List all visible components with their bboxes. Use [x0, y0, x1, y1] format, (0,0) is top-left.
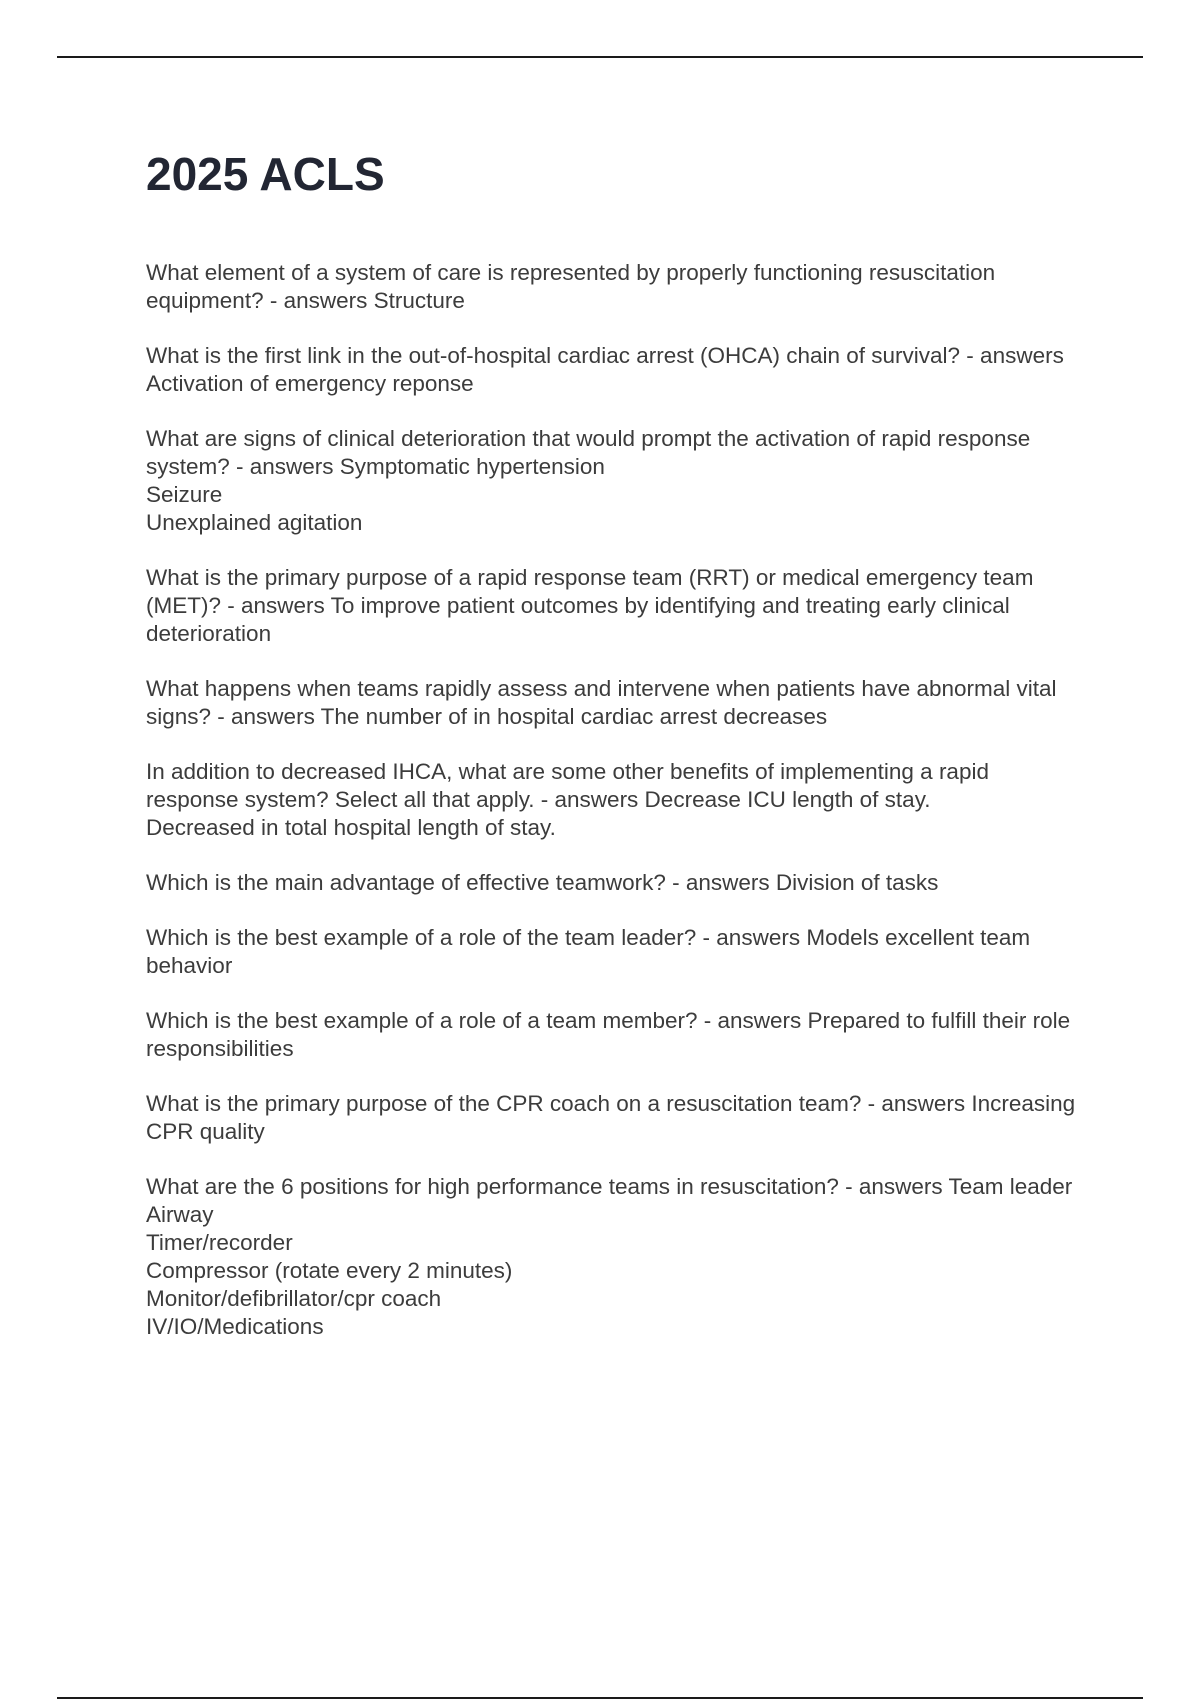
qa-question-answer: What are signs of clinical deterioration that would prompt the activation of rapid response system? - answers Symptomatic hypertension: [146, 426, 1037, 479]
qa-item: [146, 1090, 1086, 1146]
qa-item: [146, 564, 1086, 648]
qa-question-answer: What happens when teams rapidly assess and intervene when patients have abnormal vital signs? - answers The number of in hospital cardiac arrest decreases: [146, 676, 1063, 729]
footer-rule: [57, 1697, 1143, 1699]
qa-item: [146, 425, 1086, 537]
qa-question-answer: Which is the main advantage of effective teamwork? - answers Division of tasks: [146, 870, 939, 895]
page-title: 2025 ACLS: [146, 148, 385, 200]
qa-answer-line: Airway: [146, 1202, 214, 1227]
qa-list: [146, 259, 1086, 1341]
qa-item: [146, 342, 1086, 398]
qa-question-answer: What is the primary purpose of the CPR coach on a resuscitation team? - answers Increasing CPR quality: [146, 1091, 1082, 1144]
qa-question-answer: What is the first link in the out-of-hospital cardiac arrest (OHCA) chain of survival? - answers Activation of emergency reponse: [146, 343, 1069, 396]
header-rule: [57, 56, 1143, 58]
qa-question-answer: In addition to decreased IHCA, what are some other benefits of implementing a rapid response system? Select all that apply. - answers Decrease ICU length of stay.: [146, 759, 996, 812]
qa-answer-line: IV/IO/Medications: [146, 1314, 324, 1339]
qa-answer-line: Unexplained agitation: [146, 510, 363, 535]
qa-item: [146, 259, 1086, 315]
qa-question-answer: What are the 6 positions for high performance teams in resuscitation? - answers Team leader: [146, 1174, 1073, 1199]
qa-question-answer: Which is the best example of a role of a team member? - answers Prepared to fulfill their role responsibilities: [146, 1008, 1077, 1061]
qa-item: [146, 758, 1086, 842]
qa-answer-line: Decreased in total hospital length of stay.: [146, 815, 556, 840]
document-body: [146, 145, 1086, 1368]
qa-question-answer: What is the primary purpose of a rapid response team (RRT) or medical emergency team (MET)? - answers To improve patient outcomes by identifying and treating early clinical deterioration: [146, 565, 1040, 646]
qa-answer-line: Compressor (rotate every 2 minutes): [146, 1258, 513, 1283]
qa-answer-line: Monitor/defibrillator/cpr coach: [146, 1286, 442, 1311]
qa-item: [146, 1173, 1086, 1341]
qa-item: [146, 924, 1086, 980]
qa-answer-line: Seizure: [146, 482, 223, 507]
qa-item: [146, 869, 1086, 897]
qa-question-answer: Which is the best example of a role of the team leader? - answers Models excellent team behavior: [146, 925, 1037, 978]
qa-item: [146, 1007, 1086, 1063]
qa-question-answer: What element of a system of care is represented by properly functioning resuscitation equipment? - answers Structure: [146, 260, 1002, 313]
qa-answer-line: Timer/recorder: [146, 1230, 293, 1255]
qa-item: [146, 675, 1086, 731]
